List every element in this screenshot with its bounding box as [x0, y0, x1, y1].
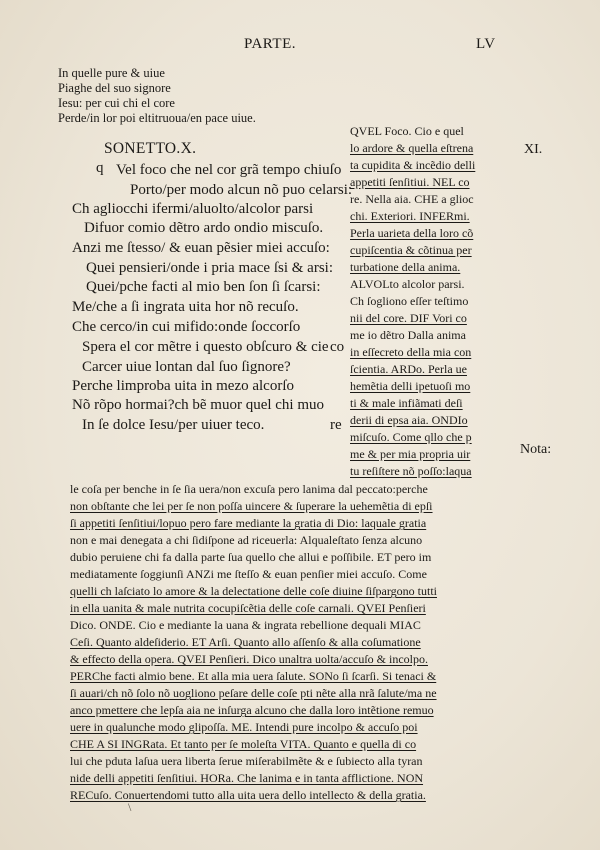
commentary-line: chi. Exteriori. INFERmi.	[350, 209, 470, 223]
body-text-line: non e mai denegata a chi ſidiſpone ad riceuerla: Alqualeſtato ſenza alcuno	[70, 533, 423, 547]
body-text-line: non obſtante che lei per ſe non poſſa uincere & ſuperare la uehemẽtia di epſi	[70, 499, 433, 513]
body-text-line: mediatamente ſoggiunſi ANZi me ſteſſo & euan penſier miei accuſo. Come	[70, 567, 427, 581]
commentary-line: derii di epsa aia. ONDIo	[350, 413, 468, 427]
poem-line-tail: re	[330, 417, 342, 433]
poem-line: Quei/pche facti al mio ben ſon ſi ſcarsi:	[86, 279, 321, 295]
commentary-line: ta cupidita & incẽdio delli	[350, 158, 476, 172]
running-head-title: PARTE.	[244, 36, 296, 52]
poem-line: Quei pensieri/onde i pria mace ſsi & arsi:	[86, 260, 334, 276]
body-text-line: ſi auari/ch nõ ſolo nõ uogliono peſare delle coſe pti nẽte alla nrã ſalute/ma ne	[70, 686, 437, 700]
commentary-line: Perla uarieta della loro cõ	[350, 226, 474, 240]
body-text-line: in ella uanita & male nutrita cocupiſcẽtia delle coſe carnali. QVEI Penſieri	[70, 601, 426, 615]
commentary-line: nii del core. DIF Vori co	[350, 311, 467, 325]
commentary-line: cupiſcentia & cõtinua per	[350, 243, 472, 257]
commentary-line: me & per mia propria uir	[350, 447, 471, 461]
poem-line: Vel foco che nel cor grã tempo chiuſo	[116, 162, 342, 178]
poem-line: Difuor comio dẽtro ardo ondio miscuſo.	[84, 220, 324, 236]
poem-line: Me/che a ſi ingrata uita hor nõ recuſo.	[72, 299, 299, 315]
commentary-line: miſcuſo. Come qllo che p	[350, 430, 472, 444]
body-text-line: lui che pduta laſua uera liberta ſerue miſerabilmẽte & e ſubiecto alla tyran	[70, 754, 423, 768]
body-text-line: Dico. ONDE. Cio e mediante la uana & ingrata rebellione dequali MIAC	[70, 618, 421, 632]
poem-line: Spera el cor mẽtre i questo obſcuro & cie	[82, 339, 329, 355]
commentary-line: ſcientia. ARDo. Perla ue	[350, 362, 467, 376]
commentary-line: QVEL Foco. Cio e quel	[350, 124, 464, 138]
commentary-line: re. Nella aia. CHE a glioc	[350, 192, 474, 206]
intro-verse-line: Iesu: per cui chi el core	[58, 96, 175, 110]
commentary-line: appetiti ſenſitiui. NEL co	[350, 175, 470, 189]
commentary-line: me io dẽtro Dalla anima	[350, 328, 466, 342]
poem-line: Nõ rõpo hormai?ch bẽ muor quel chi muo	[72, 397, 325, 413]
margin-note: Nota:	[520, 442, 552, 457]
body-text-line: nide delli appetiti ſenſitiui. HORa. Che lanima e in tanta afflictione. NON	[70, 771, 424, 785]
poem-line: Anzi me ſtesso/ & euan pẽsier miei accuſo:	[72, 240, 330, 256]
initial-guide-letter: q	[96, 160, 104, 176]
body-text-line: uere in qualunche modo glipoſſa. ME. Intendi pure incolpo & accuſo poi	[70, 720, 418, 734]
commentary-line: ALVOLto alcolor parsi.	[350, 277, 465, 291]
body-text-line: anco pmettere che lepſa aia ne inſurga alcuno che dalla loro intẽtione remuo	[70, 703, 434, 717]
commentary-line: in eſſecreto della mia con	[350, 345, 472, 359]
commentary-line: Ch ſogliono eſſer teſtimo	[350, 294, 469, 308]
poem-line: Carcer uiue lontan dal ſuo ſignore?	[82, 359, 291, 375]
commentary-line: lo ardore & quella eſtrena	[350, 141, 474, 155]
body-text-line: & effecto della opera. QVEI Penſieri. Dico unaltra uolta/accuſo & incolpo.	[70, 652, 428, 666]
body-text-line: RECuſo. Conuertendomi tutto alla uita uera dello intellecto & della gratia.	[70, 788, 426, 802]
commentary-line: tu reſiſtere nõ poſſo:laqua	[350, 464, 472, 478]
poem-line-tail: co	[330, 339, 345, 355]
poem-line: Ch agliocchi ifermi/aluolto/alcolor parsi	[72, 201, 314, 217]
poem-line: In ſe dolce Iesu/per uiuer teco.	[82, 417, 265, 433]
body-text-line: le coſa per benche in ſe ſia uera/non excuſa pero lanima dal peccato:perche	[70, 482, 428, 496]
body-text-line: quelli ch laſciato lo amore & la delectatione delle coſe diuine ſiſpargono tutti	[70, 584, 437, 598]
body-text-line: dubio peruiene chi fa dalla parte ſua quello che allui e poſſibile. ET pero im	[70, 550, 432, 564]
poem-line: Che cerco/in cui mifido:onde ſoccorſo	[72, 319, 301, 335]
margin-sonnet-number: XI.	[524, 142, 543, 157]
body-text-line: PERChe facti almio bene. Et alla mia uera ſalute. SONo ſi ſcarſi. Si tenaci &	[70, 669, 437, 683]
body-text-line: Ceſi. Quanto aldeſiderio. ET Arſi. Quanto allo aſſenſo & alla coſumatione	[70, 635, 421, 649]
intro-verse-line: In quelle pure & uiue	[58, 66, 165, 80]
commentary-line: ti & male infiãmati deſi	[350, 396, 463, 410]
folio-number: LV	[476, 36, 496, 52]
body-text-line: ſi appetiti ſenſitiui/lopuo pero fare mediante la gratia di Dio: laquale gratia	[70, 516, 427, 530]
poem-line: Porto/per modo alcun nõ puo celarsi:	[130, 182, 353, 198]
stray-mark: \	[128, 800, 132, 814]
sonnet-title: SONETTO.X.	[104, 140, 197, 157]
intro-verse-line: Perde/in lor poi eltitruoua/en pace uiue.	[58, 111, 256, 125]
poem-line: Perche limproba uita in mezo alcorſo	[72, 378, 295, 394]
body-text-line: CHE A SI INGRata. Et tanto per ſe moleſta VITA. Quanto e quella di co	[70, 737, 417, 751]
intro-verse-line: Piaghe del suo signore	[58, 81, 171, 95]
commentary-line: turbatione della anima.	[350, 260, 461, 274]
commentary-line: hemẽtia delli ipetuoſi mo	[350, 379, 471, 393]
